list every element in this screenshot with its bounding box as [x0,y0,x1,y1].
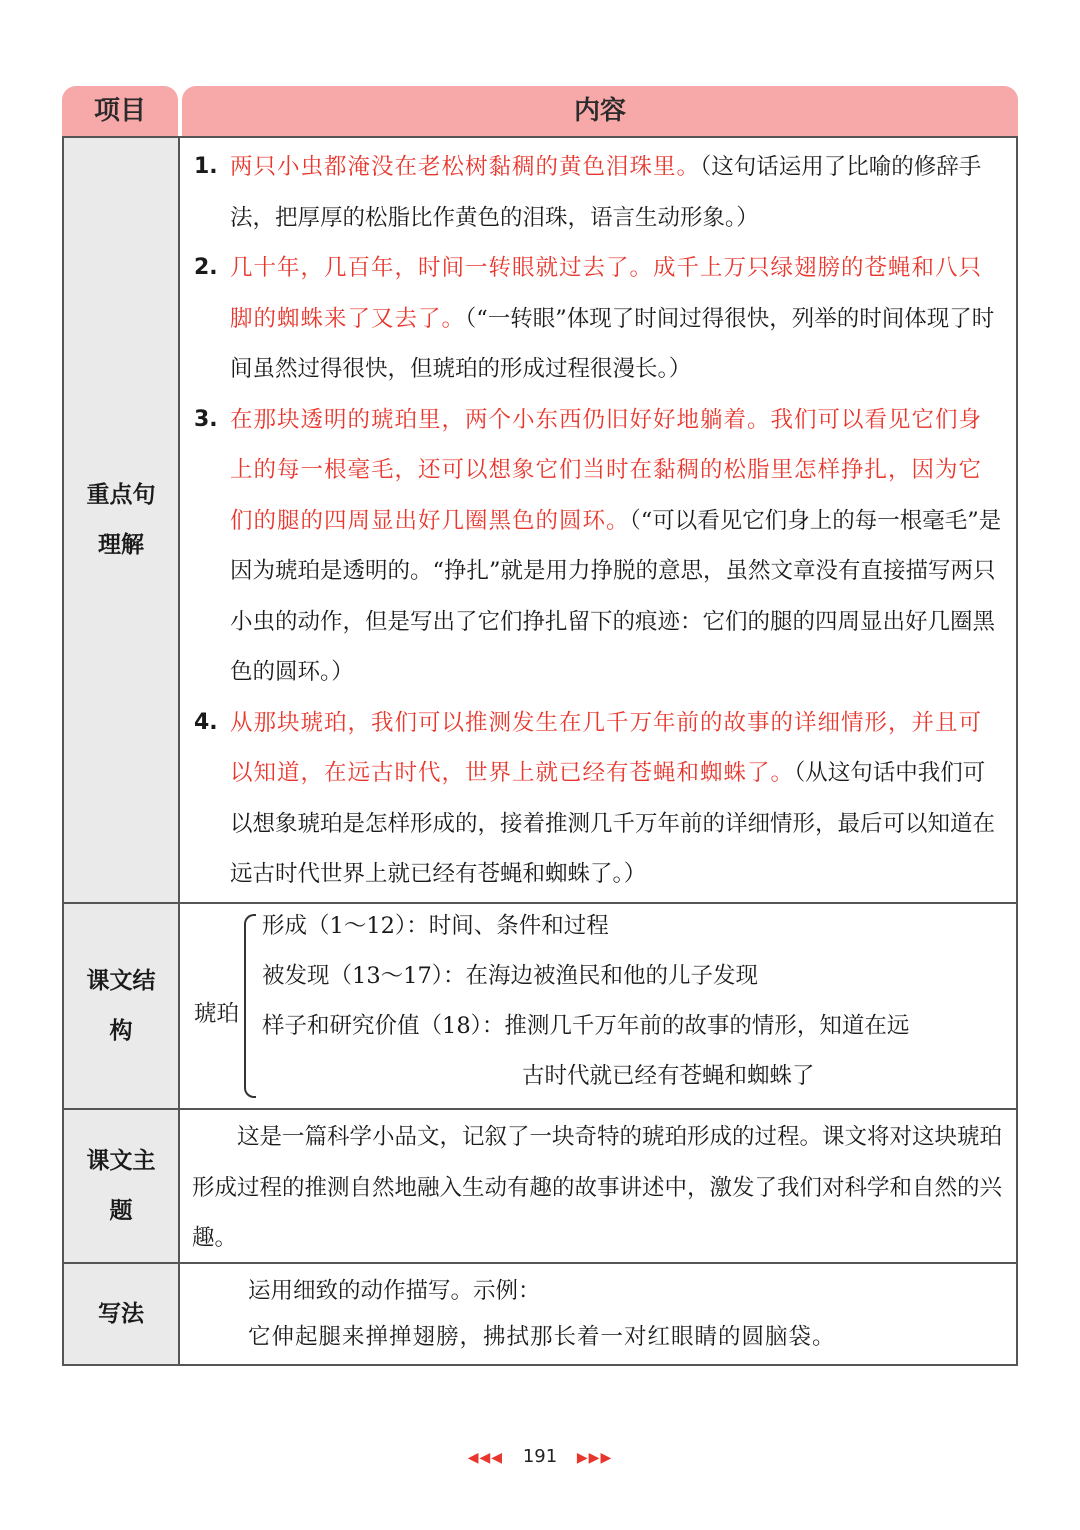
key-sentence-quote: 两只小虫都淹没在老松树黏稠的黄色泪珠里。 [230,154,701,180]
row-theme [64,1110,1016,1264]
key-sentence-item [180,142,1016,243]
structure-root-word: 琥珀 [194,1001,240,1027]
key-sentence-note: （这句话运用了比喻的修辞手法，把厚厚的松脂比作黄色的泪珠，语言生动形象。） [230,154,982,231]
row-label-theme: 课文主题 [86,1148,156,1224]
structure-line: 样子和研究价值（18）：推测几千万年前的故事的情形，知道在远 [262,1013,910,1039]
row-label-cell [64,138,180,902]
row-writing-method [64,1264,1016,1364]
writing-method-example: 它伸起腿来掸掸翅膀，拂拭那长着一对红眼睛的圆脑袋。 [248,1324,836,1350]
item-number: 3. [194,406,218,432]
header-item-column [62,86,178,136]
header-content-label: 内容 [573,96,626,126]
key-sentence-quote: 从那块琥珀，我们可以推测发生在几千万年前的故事的详细情形，并且可以知道，在远古时代，世界上就已经有苍蝇和蜘蛛了。 [230,709,983,786]
page-footer [0,1446,1080,1467]
structure-line: 古时代就已经有苍蝇和蜘蛛了 [522,1063,815,1089]
header-content-column [182,86,1018,136]
key-sentence-note: （“一转眼”体现了时间过得很快，列举的时间体现了时间虽然过得很快，但琥珀的形成过程很漫长。） [230,305,995,382]
row-label-cell [64,1264,180,1364]
row-content-cell [180,1110,1016,1262]
item-number: 4. [194,709,218,735]
page-number: 191 [522,1446,558,1467]
key-sentence-quote: 在那块透明的琥珀里，两个小东西仍旧好好地躺着。我们可以看见它们身上的每一根毫毛，还可以想象它们当时在黏稠的松脂里怎样挣扎，因为它们的腿的四周显出好几圈黑色的圆环。 [230,406,983,534]
structure-line: 被发现（13～17）：在海边被渔民和他的儿子发现 [262,963,759,989]
key-sentence-item [180,698,1016,900]
row-label-key-sentences: 重点句理解 [86,482,156,558]
structure-line: 形成（1～12）：时间、条件和过程 [262,913,609,939]
row-label-structure: 课文结构 [86,968,156,1044]
writing-method-text: 运用细致的动作描写。示例： [248,1278,541,1304]
theme-text: 这是一篇科学小品文，记叙了一块奇特的琥珀形成的过程。课文将对这块琥珀形成过程的推测自然地融入生动有趣的故事讲述中，激发了我们对科学和自然的兴趣。 [192,1124,1003,1251]
item-number: 2. [194,255,218,280]
key-sentence-note: （从这句话中我们可以想象琥珀是怎样形成的，接着推测几千万年前的详细情形，最后可以知道在远古时代世界上就已经有苍蝇和蜘蛛了。） [230,760,996,887]
key-sentence-item [180,243,1016,395]
lesson-summary-table [62,136,1018,1366]
key-sentence-item [180,395,1016,698]
key-sentence-quote: 几十年，几百年，时间一转眼就过去了。成千上万只绿翅膀的苍蝇和八只脚的蜘蛛来了又去了。 [230,255,983,332]
row-content-cell [180,904,1016,1108]
right-arrows-icon: ▶▶▶ [576,1450,613,1466]
row-label-cell [64,904,180,1108]
row-content-cell [180,138,1016,902]
row-content-cell [180,1264,1016,1364]
key-sentence-note: （“可以看见它们身上的每一根毫毛”是因为琥珀是透明的。“挣扎”就是用力挣脱的意思，虽然文章没有直接描写两只小虫的动作，但是写出了它们挣扎留下的痕迹：它们的腿的四周显出好几圈黑色的圆环。） [230,507,1002,685]
left-arrows-icon: ◀◀◀ [467,1450,504,1466]
header-item-label: 项目 [93,96,146,126]
item-number: 1. [194,154,218,179]
row-label-cell [64,1110,180,1262]
row-structure [64,904,1016,1110]
curly-brace-icon [244,914,256,1098]
row-key-sentences [64,138,1016,904]
row-label-writing: 写法 [98,1301,144,1327]
